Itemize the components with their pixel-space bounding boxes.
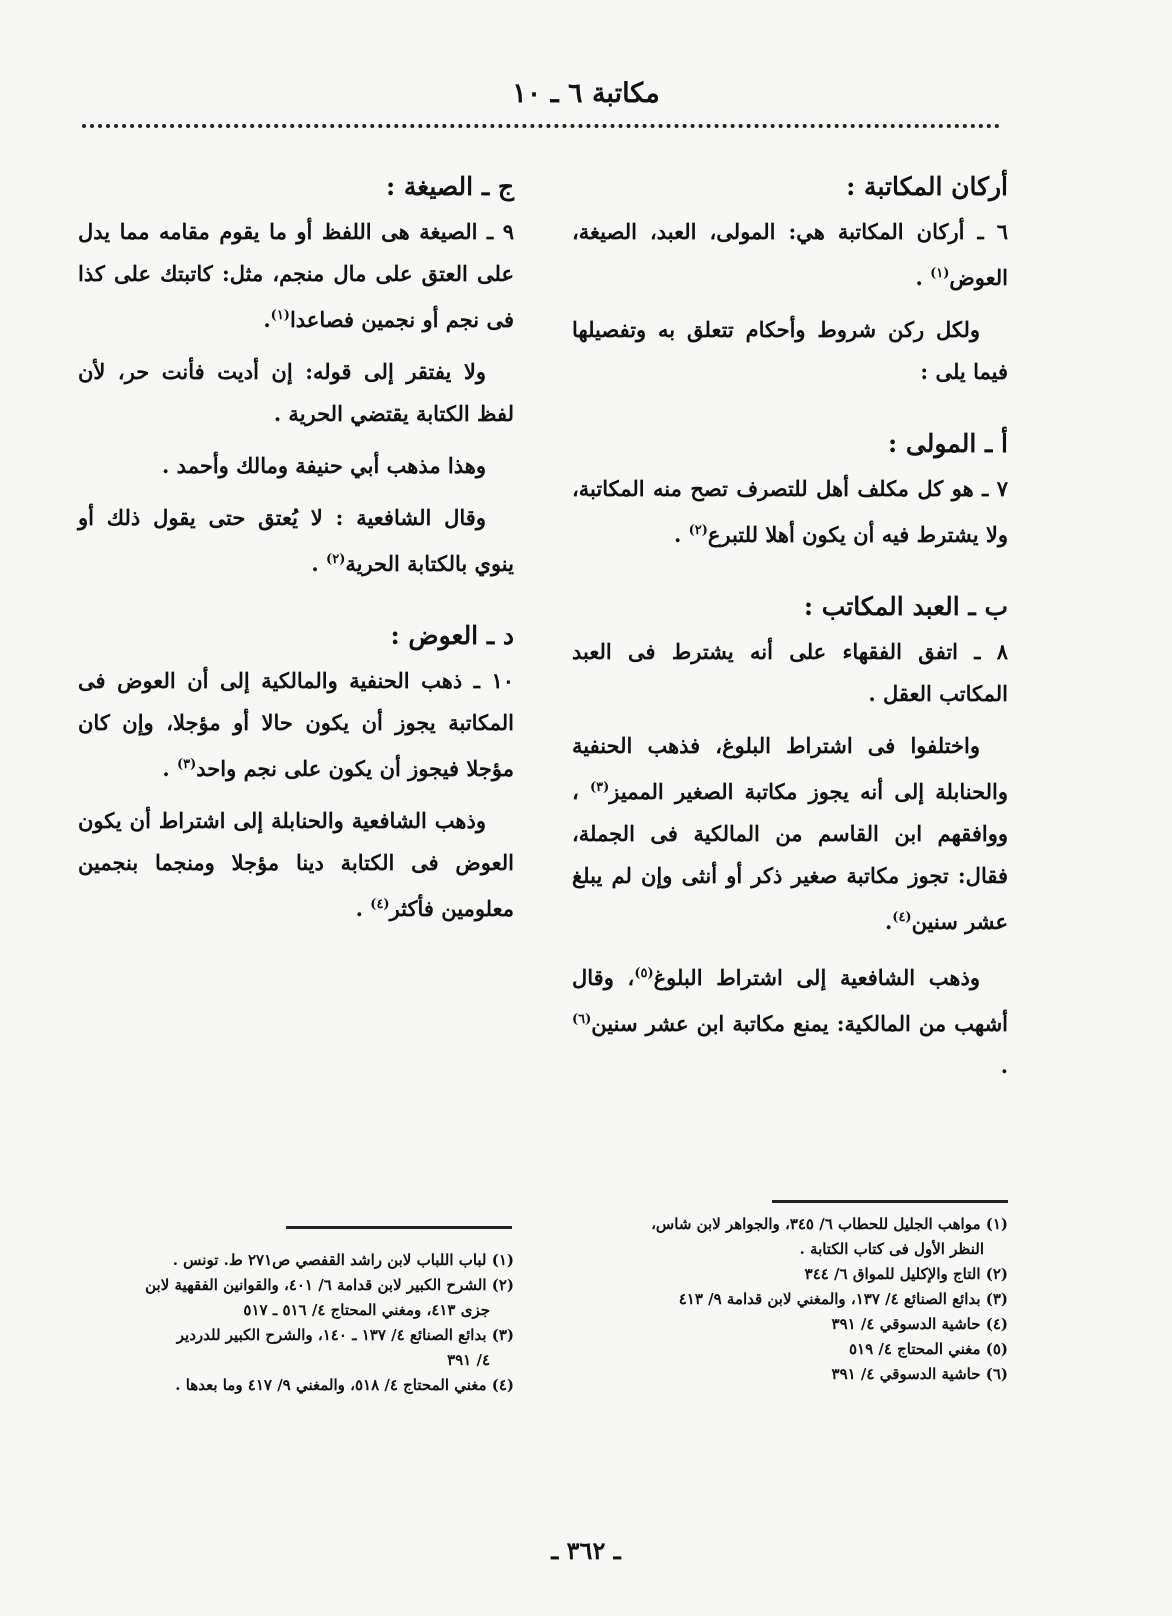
footnote: (٥) مغني المحتاج ٤/ ٥١٩ — [848, 1340, 1008, 1358]
spacer — [572, 403, 1008, 429]
section-heading-abd: ب ـ العبد المكاتب : — [803, 592, 1008, 621]
spacer — [78, 595, 514, 621]
paragraph-10 — [78, 660, 514, 790]
footnote-rule-right — [772, 1200, 1008, 1203]
paragraph-text: ـ ذهب الحنفية والمالكية إلى أن العوض فى المكاتبة يجوز أن يكون حالا أو مؤجلا، وإن كان مؤجلا فيجوز أن يكون على نجم واحد — [78, 668, 514, 781]
paragraph-end: . — [673, 522, 689, 547]
footnote-ref: (٥) — [634, 966, 654, 981]
left-column — [78, 172, 514, 940]
footnotes-right — [572, 1212, 1008, 1387]
spacer — [572, 566, 1008, 592]
right-column — [572, 172, 1008, 1097]
footnote-ref: (٤) — [892, 910, 912, 925]
paragraph-number: ٧ — [996, 476, 1009, 501]
paragraph-6 — [572, 211, 1008, 299]
footnote: (٣) بدائع الصنائع ٤/ ١٣٧، والمغني لابن قدامة ٩/ ٤١٣ — [678, 1290, 1008, 1308]
paragraph-9d — [78, 497, 514, 585]
footnote: (١) لباب اللباب لابن راشد القفصي ص٢٧١ ط. تونس . — [172, 1251, 514, 1269]
footnote-ref: (١) — [270, 308, 290, 323]
paragraph-text: وذهب الشافعية والحنابلة إلى اشتراط أن يكون العوض فى الكتابة دينا مؤجلا ومنجما بنجمين معلومين فأكثر — [78, 808, 514, 921]
paragraph-end: . — [884, 909, 893, 934]
paragraph-text: ، وقال أشهب من المالكية: يمنع مكاتبة ابن عشر سنين — [572, 965, 1008, 1036]
paragraph-end: . — [311, 551, 327, 576]
footnote: (٤) حاشية الدسوقي ٤/ ٣٩١ — [831, 1315, 1008, 1333]
paragraph-number: ٩ — [502, 219, 514, 244]
paragraph-9 — [78, 211, 514, 341]
footnote: (٣) بدائع الصنائع ٤/ ١٣٧ ـ ١٤٠، والشرح الكبير للدردير — [176, 1326, 514, 1344]
footnote-continuation: جزى ٤١٣، ومغني المحتاج ٤/ ٥١٦ ـ ٥١٧ — [243, 1301, 490, 1319]
paragraph-7 — [572, 468, 1008, 556]
paragraph-end: . — [915, 265, 931, 290]
footnotes-left — [78, 1248, 514, 1398]
footnote-ref: (٢) — [688, 523, 708, 538]
section-heading-iwad: د ـ العوض : — [390, 621, 514, 650]
paragraph-9c: وهذا مذهب أبي حنيفة ومالك وأحمد . — [162, 453, 486, 478]
paragraph-8b — [572, 725, 1008, 943]
paragraph-text: ـ اتفق الفقهاء على أنه يشترط فى العبد المكاتب العقل . — [572, 639, 1008, 706]
footnote-rule-left — [286, 1226, 512, 1229]
paragraph-10b — [78, 800, 514, 930]
footnote-ref: (٢) — [326, 552, 346, 567]
footnote-ref: (٤) — [370, 897, 390, 912]
footnote: (١) مواهب الجليل للحطاب ٦/ ٣٤٥، والجواهر لابن شاس، — [651, 1215, 1008, 1233]
paragraph-number: ٦ — [996, 219, 1008, 244]
footnote-ref: (١) — [930, 266, 950, 281]
paragraph-8 — [572, 631, 1008, 715]
paragraph-9b: ولا يفتقر إلى قوله: إن أديت فأنت حر، لأن لفظ الكتابة يقتضي الحرية . — [78, 359, 514, 426]
paragraph-number: ٨ — [996, 639, 1008, 664]
footnote-ref: (٦) — [572, 1012, 592, 1027]
paragraph-8c — [572, 953, 1008, 1087]
section-heading-mawla: أ ـ المولى : — [888, 429, 1008, 458]
footnote-continuation: النظر الأول فى كتاب الكتابة . — [799, 1240, 984, 1258]
paragraph-end: . — [162, 756, 177, 781]
paragraph-text: ـ الصيغة هى اللفظ أو ما يقوم مقامه مما يدل على العتق على مال منجم، مثل: كاتبتك على كذا فى نجم أو نجمين فصاعدا — [78, 219, 514, 332]
page-number: ـ ٣٦٢ ـ — [551, 1536, 621, 1565]
footnote-ref: (٣) — [590, 780, 610, 795]
footnote: (٢) التاج والإكليل للمواق ٦/ ٣٤٤ — [804, 1265, 1008, 1283]
paragraph-text: ، ووافقهم ابن القاسم من المالكية فى الجملة، فقال: تجوز مكاتبة صغير ذكر أو أنثى وإن لم يبلغ عشر سنين — [572, 779, 1008, 934]
paragraph-end: . — [355, 896, 371, 921]
footnote: (٢) الشرح الكبير لابن قدامة ٦/ ٤٠١، والقوانين الفقهية لابن — [145, 1276, 514, 1294]
footnote: (٦) حاشية الدسوقي ٤/ ٣٩١ — [831, 1365, 1008, 1383]
paragraph-text: ـ أركان المكاتبة هي: المولى، العبد، الصيغة، العوض — [572, 219, 1008, 290]
paragraph-6b: ولكل ركن شروط وأحكام تتعلق به وتفصيلها فيما يلى : — [572, 317, 1008, 384]
paragraph-text: وذهب الشافعية إلى اشتراط البلوغ — [653, 965, 980, 990]
footnote-ref: (٣) — [176, 757, 197, 772]
paragraph-text: واختلفوا فى اشتراط البلوغ، فذهب الحنفية والحنابلة إلى أنه يجوز مكاتبة الصغير المميز — [572, 733, 1008, 804]
footnote-continuation: ٤/ ٣٩١ — [447, 1351, 490, 1369]
paragraph-end: . — [263, 307, 271, 332]
section-heading-sigha: ج ـ الصيغة : — [385, 172, 514, 201]
paragraph-number: ١٠ — [491, 668, 514, 693]
footnote: (٤) مغني المحتاج ٤/ ٥١٨، والمغني ٩/ ٤١٧ وما بعدها . — [175, 1376, 514, 1394]
paragraph-text: وقال الشافعية : لا يُعتق حتى يقول ذلك أو ينوي بالكتابة الحرية — [78, 505, 514, 576]
running-header: مكاتبة ٦ ـ ١٠ — [512, 78, 660, 109]
section-heading-arkan: أركان المكاتبة : — [846, 172, 1008, 201]
paragraph-end: . — [1000, 1053, 1008, 1078]
dotted-header-rule — [82, 124, 1000, 128]
paragraph-text: ـ هو كل مكلف أهل للتصرف تصح منه المكاتبة، ولا يشترط فيه أن يكون أهلا للتبرع — [572, 476, 1008, 547]
